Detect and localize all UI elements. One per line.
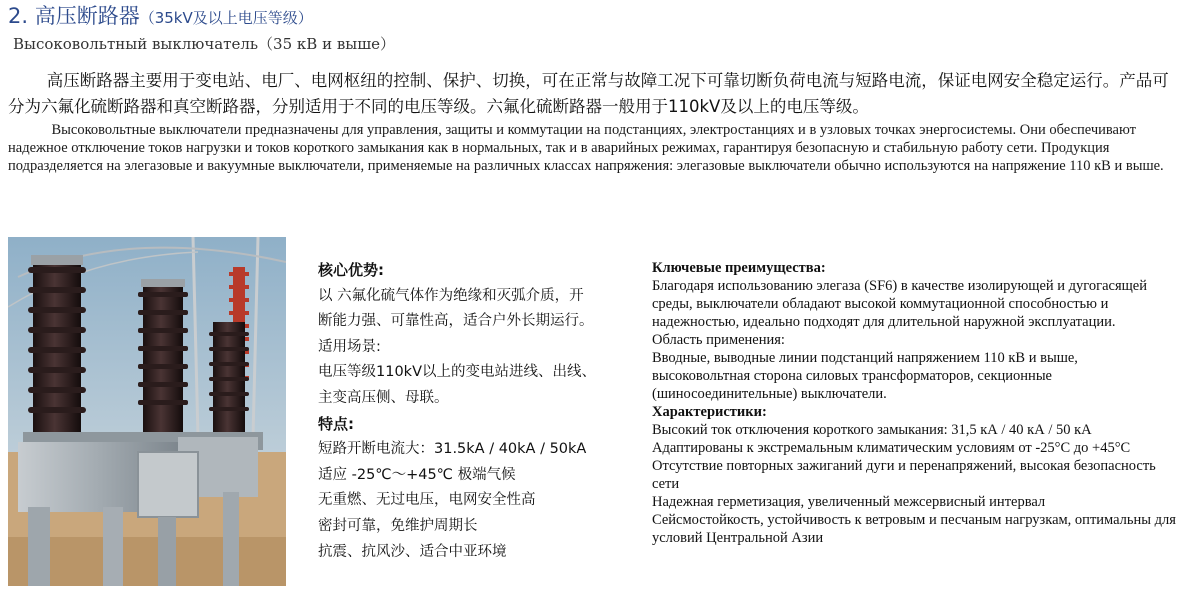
application-heading-ru: Область применения: bbox=[652, 332, 785, 348]
circuit-breaker-photo bbox=[8, 237, 286, 586]
application-line-1-zh: 电压等级110kV以上的变电站进线、出线、 bbox=[318, 364, 596, 381]
application-heading-zh: 适用场景: bbox=[318, 338, 381, 355]
features-russian bbox=[652, 259, 1177, 547]
application-line-2-zh: 主变高压侧、母联。 bbox=[318, 389, 449, 406]
characteristic-item-ru: Надежная герметизация, увеличенный межсервисный интервал bbox=[652, 494, 1046, 510]
advantages-text-ru: Благодаря использованию элегаза (SF6) в качестве изолирующей и дугогасящей среды, выключатели обладают высокой коммутационной способностью и надежностью, идеально подходят для длительной наружной эксплуатации. bbox=[652, 278, 1147, 330]
advantages-heading-ru: Ключевые преимущества: bbox=[652, 260, 826, 276]
characteristic-item-zh: 无重燃、无过电压，电网安全性高 bbox=[318, 492, 536, 509]
intro-paragraph-chinese: 高压断路器主要用于变电站、电厂、电网枢纽的控制、保护、切换，可在正常与故障工况下可靠切断负荷电流与短路电流，保证电网安全稳定运行。产品可分为六氟化硫断路器和真空断路器，分别适用于不同的电压等级。六氟化硫断路器一般用于110kV及以上的电压等级。 bbox=[8, 71, 1169, 116]
characteristic-item-ru: Отсутствие повторных зажиганий дуги и перенапряжений, высокая безопасность сети bbox=[652, 458, 1156, 492]
section-title-russian: Высоковольтный выключатель（35 кВ и выше） bbox=[13, 35, 396, 53]
characteristics-heading-ru: Характеристики: bbox=[652, 404, 767, 420]
section-title bbox=[8, 2, 313, 32]
characteristics-heading-zh: 特点: bbox=[318, 414, 354, 433]
characteristic-item-zh: 抗震、抗风沙、适合中亚环境 bbox=[318, 543, 507, 560]
advantages-line-2-zh: 断能力强、可靠性高，适合户外长期运行。 bbox=[318, 313, 594, 330]
section-title-main: 2. 高压断路器 bbox=[8, 4, 140, 28]
characteristic-item-ru: Сейсмостойкость, устойчивость к ветровым и песчаным нагрузкам, оптимальны для условий Центральной Азии bbox=[652, 512, 1176, 546]
characteristic-item-zh: 密封可靠，免维护周期长 bbox=[318, 517, 478, 534]
application-text-ru: Вводные, выводные линии подстанций напряжением 110 кВ и выше, высоковольтная сторона силовых трансформаторов, секционные (шиносоединительные) выключатели. bbox=[652, 350, 1078, 402]
intro-paragraph-russian: Высоковольтные выключатели предназначены для управления, защиты и коммутации на подстанциях, электростанциях и в узловых точках энергосистемы. Они обеспечивают надежное отключение токов нагрузки и токов короткого замыкания как в нормальных, так и в аварийных режимах, гарантируя безопасную и стабильную работу сети. Продукция подразделяется на элегазовые и вакуумные выключатели, применяемые на различных классах напряжения: элегазовые выключатели обычно используются на напряжение 110 кВ и выше. bbox=[8, 122, 1164, 174]
characteristic-item-zh: 适应 -25℃～+45℃ 极端气候 bbox=[318, 466, 516, 483]
characteristic-item-zh: 短路开断电流大：31.5kA / 40kA / 50kA bbox=[318, 441, 587, 458]
advantages-line-1-zh: 以 六氟化硫气体作为绝缘和灭弧介质，开 bbox=[318, 287, 584, 304]
section-title-voltage: （35kV及以上电压等级） bbox=[139, 9, 313, 27]
advantages-heading-zh: 核心优势: bbox=[318, 261, 384, 279]
characteristic-item-ru: Адаптированы к экстремальным климатическим условиям от -25°C до +45°C bbox=[652, 440, 1131, 456]
characteristic-item-ru: Высокий ток отключения короткого замыкания: 31,5 кА / 40 кА / 50 кА bbox=[652, 422, 1092, 438]
features-chinese bbox=[318, 258, 638, 565]
